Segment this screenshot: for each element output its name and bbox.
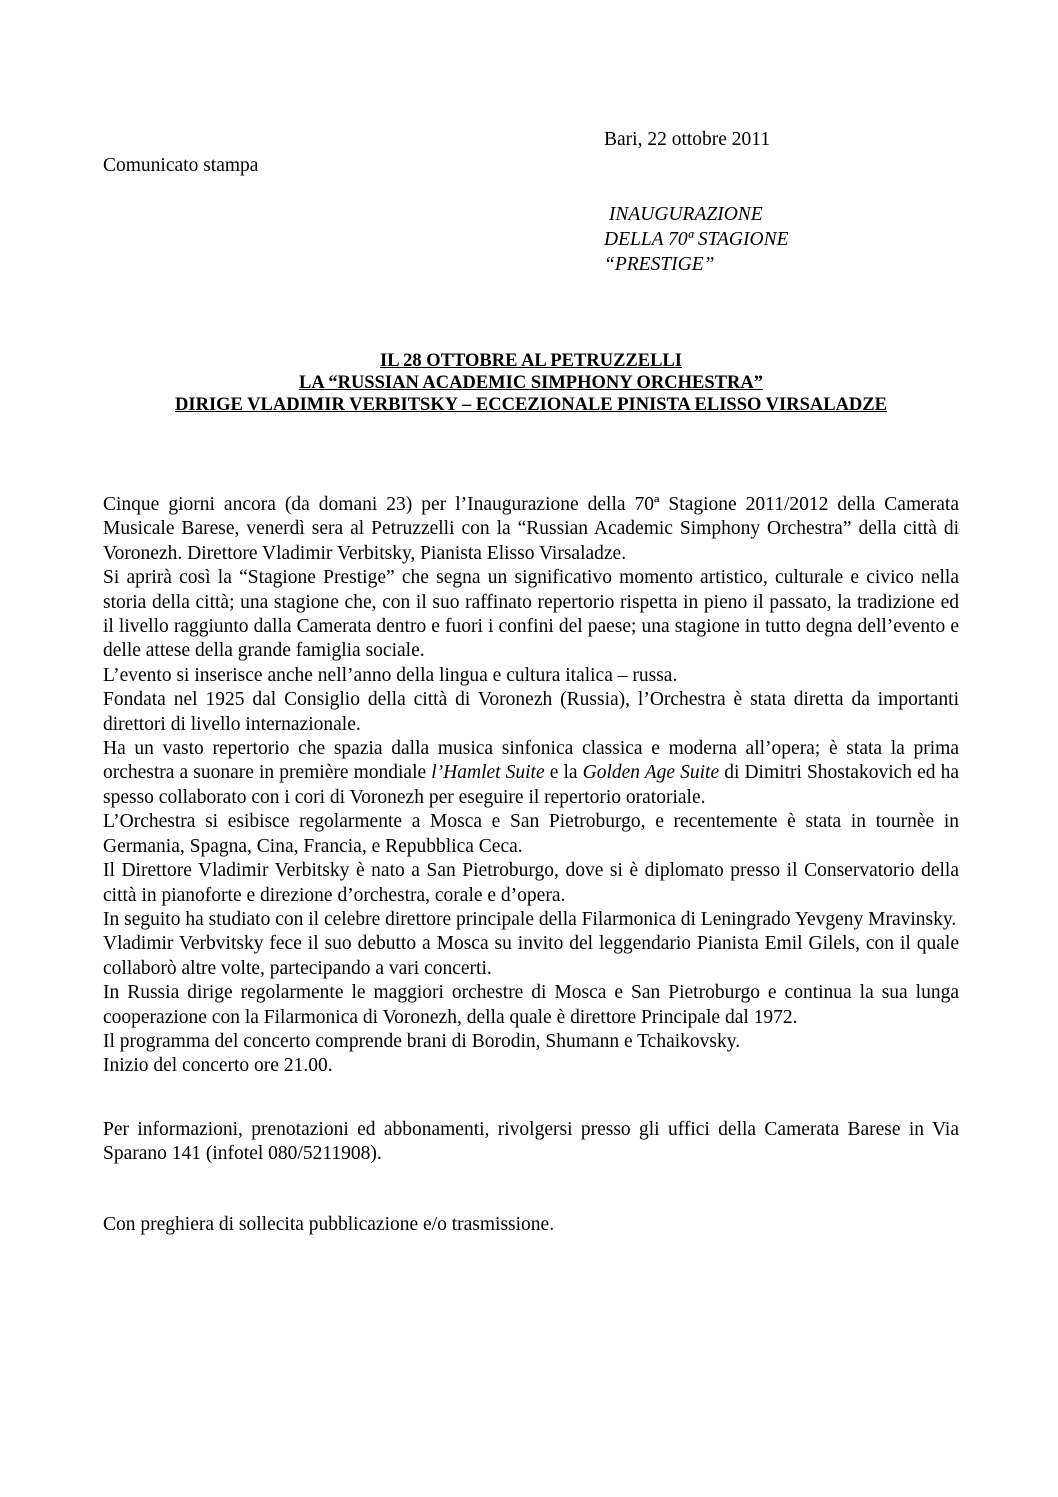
text-run: e la [544,762,583,784]
paragraph: Cinque giorni ancora (da domani 23) per l’Inaugurazione della 70ª Stagione 2011/2012 della Camerata Musicale Barese, venerdì sera al Petruzzelli con la “Russian Academic Simphony Orchestra” della città di Voronezh. Direttore Vladimir Verbitsky, Pianista Elisso Virsaladze. [103,494,959,564]
work-title-hamlet: l’Hamlet Suite [431,762,545,784]
headline [103,350,959,416]
body-text [103,493,959,1079]
paragraph: Si aprirà così la “Stagione Prestige” che segna un significativo momento artistico, culturale e civico nella storia della città; una stagione che, con il suo raffinato repertorio rispetta in pieno il passato, la tradizione ed il livello raggiunto dalla Camerata dentro e fuori i confini del paese; una stagione in tutto degna dell’evento e delle attese della grande famiglia sociale. [103,567,959,662]
paragraph: Il programma del concerto comprende brani di Borodin, Shumann e Tchaikovsky. [103,1030,741,1052]
inauguration-block [604,202,789,277]
paragraph: In seguito ha studiato con il celebre direttore principale della Filarmonica di Leningrado Yevgeny Mravinsky. [103,908,957,930]
headline-line-2: LA “RUSSIAN ACADEMIC SIMPHONY ORCHESTRA” [299,373,763,393]
document-label: Comunicato stampa [103,155,259,176]
closing-line: Con preghiera di sollecita pubblicazione e/o trasmissione. [103,1214,555,1235]
paragraph: Fondata nel 1925 dal Consiglio della città di Voronezh (Russia), l’Orchestra è stata diretta da importanti direttori di livello internazionale. [103,689,959,735]
headline-line-1: IL 28 OTTOBRE AL PETRUZZELLI [380,351,682,371]
date-line: Bari, 22 ottobre 2011 [604,129,771,150]
paragraph-repertoire [103,737,959,810]
paragraph: L’Orchestra si esibisce regolarmente a Mosca e San Pietroburgo, e recentemente è stata in tournèe in Germania, Spagna, Cina, Francia, e Repubblica Ceca. [103,811,959,857]
paragraph: Vladimir Verbvitsky fece il suo debutto a Mosca su invito del leggendario Pianista Emil Gilels, con il quale collaborò altre volte, partecipando a vari concerti. [103,933,959,979]
paragraph: L’evento si inserisce anche nell’anno della lingua e cultura italica – russa. [103,664,678,686]
paragraph: Il Direttore Vladimir Verbitsky è nato a San Pietroburgo, dove si è diplomato presso il Conservatorio della città in pianoforte e direzione d’orchestra, corale e d’opera. [103,860,959,906]
paragraph: In Russia dirige regolarmente le maggiori orchestre di Mosca e San Pietroburgo e continua la sua lunga cooperazione con la Filarmonica di Voronezh, della quale è direttore Principale dal 1972. [103,982,959,1028]
inauguration-line: DELLA 70ª STAGIONE [604,229,789,250]
work-title-golden-age: Golden Age Suite [582,762,720,784]
inauguration-line: INAUGURAZIONE [604,204,763,225]
headline-line-3: DIRIGE VLADIMIR VERBITSKY – ECCEZIONALE PINISTA ELISSO VIRSALADZE [175,395,887,415]
paragraph: Inizio del concerto ore 21.00. [103,1055,333,1077]
text-run: di Dimitri Shostakovich ed ha spesso collaborato con i cori di Voronezh per eseguire il repertorio oratoriale. [103,762,959,808]
inauguration-line: “PRESTIGE” [604,254,715,275]
text-run: Ha un vasto repertorio che spazia dalla musica sinfonica classica e moderna all’opera; è stata la prima orchestra a suonare in première mondiale [103,738,959,784]
info-paragraph: Per informazioni, prenotazioni ed abbonamenti, rivolgersi presso gli uffici della Camerata Barese in Via Sparano 141 (infotel 080/5211908). [103,1119,959,1165]
